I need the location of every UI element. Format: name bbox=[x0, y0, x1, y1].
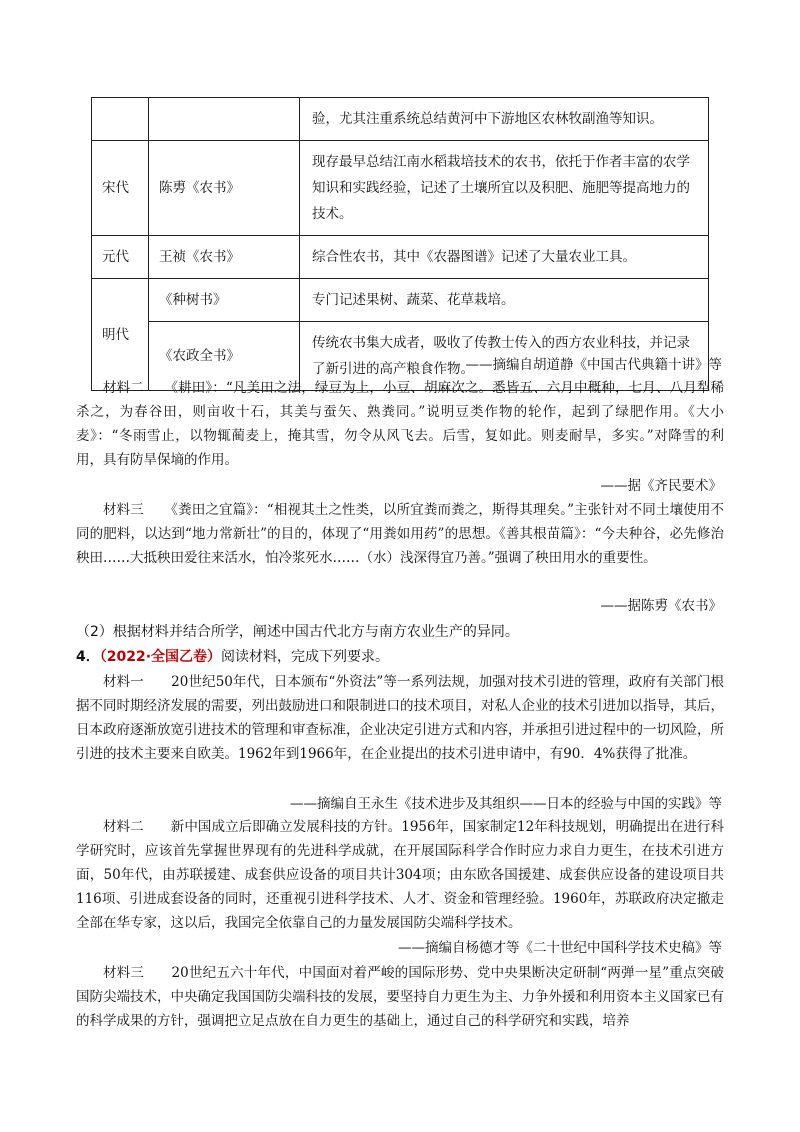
book-cell bbox=[149, 98, 300, 141]
material-2-source: ——据《齐民要术》 bbox=[600, 478, 722, 494]
question-prompt: 阅读材料，完成下列要求。 bbox=[221, 649, 390, 665]
era-cell: 宋代 bbox=[92, 141, 149, 236]
desc-cell: 专门记述果树、蔬菜、花草栽培。 bbox=[300, 279, 709, 322]
table-source: ——摘编自胡道静《中国古代典籍十讲》等 bbox=[465, 357, 722, 373]
q4-material-1-source: ——摘编自王永生《技术进步及其组织——日本的经验与中国的实践》等 bbox=[290, 796, 722, 812]
desc-cell: 传统农书集大成者，吸收了传教士传入的西方农业科技，并记录了新引进的高产粮食作物。 bbox=[300, 322, 709, 391]
book-cell: 《农政全书》 bbox=[149, 322, 300, 391]
sub-question-2: （2）根据材料并结合所学，阐述中国古代北方与南方农业生产的异同。 bbox=[76, 624, 519, 640]
question-4-header bbox=[76, 645, 389, 669]
q4-material-2: 材料二 新中国成立后即确立发展科技的方针。1956年，国家制定12年科技规划，明确提出在进行科学研究时，应该首先掌握世界现有的先进科学成就，在开展国际科学合作时应力求自力更生，在技术引进方面，50年代，由苏联援建、成套供应设备的项目共计304项；由东欧各国援建、成套供应设备的建设项目共116项、引进成套设备的同时，还重视引进科学技术、人才、资金和管理经验。1960年，苏联政府决定撤走全部在华专家，这以后，我国完全依靠自己的力量发展国防尖端科学技术。 bbox=[76, 819, 724, 931]
era-cell: 明代 bbox=[92, 279, 149, 391]
book-cell: 《种树书》 bbox=[149, 279, 300, 322]
table-row bbox=[92, 141, 709, 236]
book-cell: 王祯《农书》 bbox=[149, 236, 300, 279]
era-cell bbox=[92, 98, 149, 141]
agricultural-books-table bbox=[91, 97, 709, 391]
table-row bbox=[92, 236, 709, 279]
q4-material-2-source: ——摘编自杨德才等《二十世纪中国科学技术史稿》等 bbox=[398, 940, 722, 956]
material-3-source: ——据陈旉《农书》 bbox=[600, 598, 722, 614]
q4-material-3: 材料三 20世纪五六十年代，中国面对着严峻的国际形势、党中央果断决定研制“两弹一星”重点突破国防尖端技术，中央确定我国国防尖端科技的发展，要坚持自力更生为主、力争外援和利用资本主义国家已有的科学成果的方针，强调把立足点放在自力更生的基础上，通过自己的科学研究和实践，培养 bbox=[76, 965, 724, 1029]
desc-cell: 综合性农书，其中《农器图谱》记述了大量农业工具。 bbox=[300, 236, 709, 279]
desc-cell: 验，尤其注重系统总结黄河中下游地区农林牧副渔等知识。 bbox=[300, 98, 709, 141]
era-cell: 元代 bbox=[92, 236, 149, 279]
question-number: 4． bbox=[76, 649, 100, 665]
table-row bbox=[92, 98, 709, 141]
exam-tag: （2022·全国乙卷） bbox=[99, 649, 222, 665]
book-cell: 陈旉《农书》 bbox=[149, 141, 300, 236]
material-3: 材料三 《粪田之宜篇》：“相视其土之性类，以所宜粪而粪之，斯得其理矣。”主张针对不同土壤使用不同的肥料，以达到“地力常新壮”的目的，体现了“用粪如用药”的思想。《善其根苗篇》：“今夫种谷，必先修治秧田……大抵秧田爱往来活水，怕冷浆死水……（水）浅深得宜乃善。”强调了秧田用水的重要性。 bbox=[76, 502, 724, 566]
q4-material-1: 材料一 20世纪50年代，日本颁布“外资法”等一系列法规，加强对技术引进的管理，政府有关部门根据不同时期经济发展的需要，列出鼓励进口和限制进口的技术项目，对私人企业的技术引进加以指导，其后，日本政府逐渐放宽引进技术的管理和审查标准，企业决定引进方式和内容，并承担引进过程中的一切风险，所引进的技术主要来自欧美。1962年到1966年，在企业提出的技术引进申请中，有90．4%获得了批准。 bbox=[76, 674, 724, 762]
table-row bbox=[92, 279, 709, 322]
material-2: 材料二 《耕田》：“凡美田之法，绿豆为上，小豆、胡麻次之。悉皆五、六月中穊种，七月、八月犁稀杀之，为春谷田，则亩收十石，其美与蚕矢、熟粪同。”说明豆类作物的轮作，起到了绿肥作用。《大小麦》：“冬雨雪止，以物辄蔺麦上，掩其雪，勿令从风飞去。后雪，复如此。则麦耐旱，多实。”对降雪的利用，具有防旱保墒的作用。 bbox=[76, 380, 724, 468]
desc-cell: 现存最早总结江南水稻栽培技术的农书，依托于作者丰富的农学知识和实践经验，记述了土壤所宜以及积肥、施肥等提高地力的技术。 bbox=[300, 141, 709, 236]
